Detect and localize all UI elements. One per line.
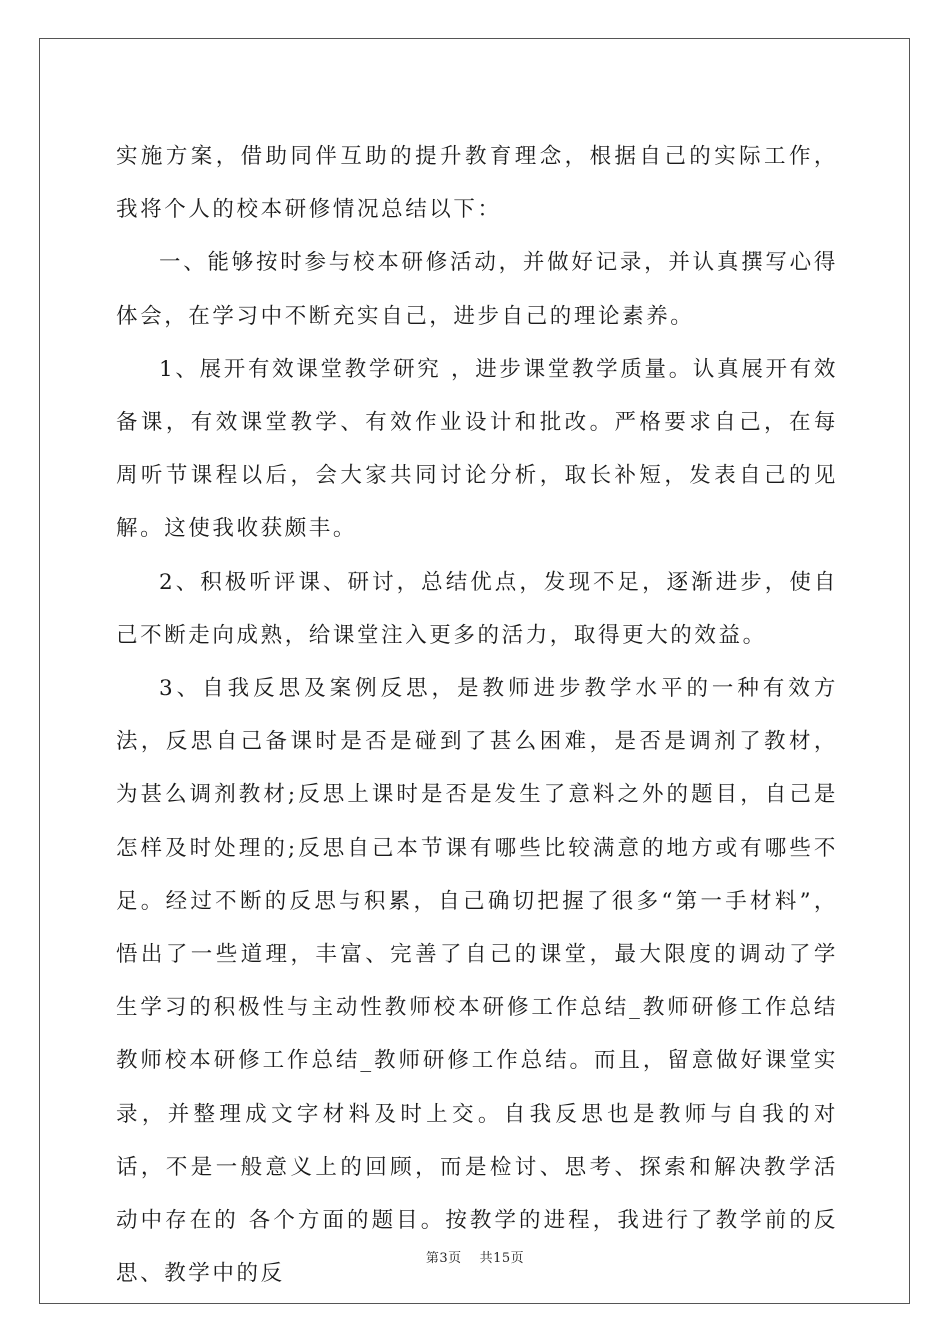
page-footer — [0, 1247, 950, 1266]
paragraph-point-2: 2、积极听评课、研讨，总结优点，发现不足，逐渐进步，使自己不断走向成熟，给课堂注入更多的活力，取得更大的效益。 — [116, 569, 838, 648]
paragraph-intro: 实施方案，借助同伴互助的提升教育理念，根据自己的实际工作，我将个人的校本研修情况总结以下： — [116, 144, 838, 223]
paragraph-item-one: 一、能够按时参与校本研修活动，并做好记录，并认真撰写心得体会，在学习中不断充实自己，进步自己的理论素养。 — [116, 250, 838, 329]
paragraph-point-1: 1、展开有效课堂教学研究 ，进步课堂教学质量。认真展开有效备课，有效课堂教学、有效作业设计和批改。严格要求自己，在每周听节课程以后，会大家共同讨论分析，取长补短，发表自己的见解。这使我收获颇丰。 — [116, 356, 838, 542]
document-body — [116, 130, 838, 1300]
page-number: 第3页 — [425, 1251, 462, 1266]
page-total: 共15页 — [479, 1251, 525, 1266]
paragraph-point-3: 3、自我反思及案例反思，是教师进步教学水平的一种有效方法，反思自己备课时是否是碰到了甚么困难，是否是调剂了教材，为甚么调剂教材;反思上课时是否是发生了意料之外的题目，自己是怎样及时处理的;反思自己本节课有哪些比较满意的地方或有哪些不足。经过不断的反思与积累，自己确切把握了很多“第一手材料”，悟出了一些道理，丰富、完善了自己的课堂，最大限度的调动了学生学习的积极性与主动性教师校本研修工作总结_教师研修工作总结教师校本研修工作总结_教师研修工作总结。而且，留意做好课堂实录，并整理成文字材料及时上交。自我反思也是教师与自我的对话，不是一般意义上的回顾，而是检讨、思考、探索和解决教学活动中存在的 各个方面的题目。按教学的进程，我进行了教学前的反思、教学中的反 — [116, 676, 838, 1287]
